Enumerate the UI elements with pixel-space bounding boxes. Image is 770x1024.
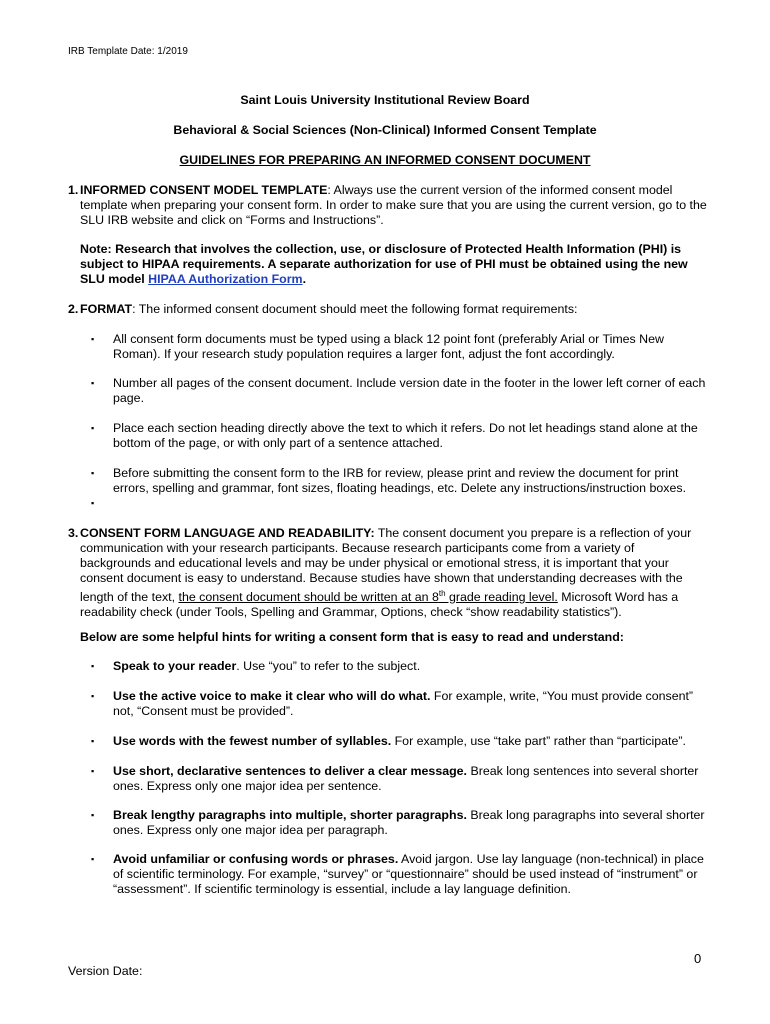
- hint-rest: Break long paragraphs into several shorter ones. Express only one major idea per paragraph.: [113, 808, 705, 837]
- section-3-heading: CONSENT FORM LANGUAGE AND READABILITY:: [80, 526, 375, 540]
- template-title: Behavioral & Social Sciences (Non-Clinical) Informed Consent Template: [173, 123, 597, 137]
- bullet-square-icon: ▪: [91, 468, 95, 478]
- section-1-number: 1.: [68, 183, 79, 197]
- format-bullet-text: All consent form documents must be typed using a black 12 point font (preferably Arial or Times New Roman). If your research study population requires a larger font, adjust the font accordingly.: [113, 332, 664, 361]
- section-1: [68, 183, 708, 228]
- page-number: 0: [694, 951, 702, 966]
- hint-bullet: [91, 764, 711, 794]
- reading-level-end: grade reading level.: [445, 590, 558, 605]
- phi-note-text: Note: Research that involves the collection, use, or disclosure of Protected Health Information (PHI) is subject to HIPAA requirements. A separate authorization for use of PHI must be obtained using the new SLU model: [80, 242, 688, 286]
- format-bullet: [91, 332, 711, 362]
- section-1-heading: INFORMED CONSENT MODEL TEMPLATE: [80, 183, 328, 197]
- section-3-text-end: Microsoft Word has a readability check (under Tools, Spelling and Grammar, Options, check “show readability statistics”).: [80, 590, 679, 620]
- hint-bold: Speak to your reader: [113, 659, 237, 673]
- hint-bullet: [91, 852, 711, 897]
- phi-note-end: .: [302, 272, 307, 286]
- hint-bold: Use words with the fewest number of syllables.: [113, 734, 392, 748]
- reading-level-text: [179, 590, 558, 604]
- format-bullet-text: Before submitting the consent form to the IRB for review, please print and review the document for print errors, spelling and grammar, font sizes, floating headings, etc. Delete any instructions/instruction boxes.: [113, 466, 687, 495]
- section-2: [68, 302, 708, 317]
- format-bullet: [91, 466, 711, 496]
- phi-note: [80, 242, 710, 287]
- hint-rest: Break long sentences into several shorter ones. Express only one major idea per sentence.: [113, 764, 699, 793]
- hint-rest: . Use “you” to refer to the subject.: [236, 659, 421, 673]
- format-bullet-text: Number all pages of the consent document. Include version date in the footer in the lower left corner of each page.: [113, 376, 706, 405]
- bullet-square-icon: ▪: [91, 498, 95, 508]
- reading-level-part: the consent document should be written at an 8: [178, 590, 439, 605]
- hint-rest: For example, write, “You must provide consent” not, “Consent must be provided”.: [113, 689, 694, 718]
- hint-bullet: [91, 808, 711, 838]
- section-1-text: : Always use the current version of the informed consent model template when preparing your consent form. In order to make sure that you are using the current version, go to the SLU IRB website and click on “Forms and Instructions”.: [80, 183, 707, 227]
- bullet-square-icon: ▪: [91, 854, 95, 864]
- bullet-square-icon: ▪: [91, 691, 95, 701]
- hint-rest: For example, use “take part” rather than “participate”.: [391, 734, 686, 748]
- hint-bold: Use short, declarative sentences to deliver a clear message.: [113, 764, 468, 778]
- version-date-label: Version Date:: [68, 964, 143, 978]
- section-2-text: : The informed consent document should meet the following format requirements:: [132, 302, 578, 316]
- reading-level-sup: th: [438, 589, 446, 598]
- bullet-square-icon: ▪: [91, 661, 95, 671]
- hint-bold: Use the active voice to make it clear who will do what.: [113, 689, 431, 703]
- bullet-square-icon: ▪: [91, 766, 95, 776]
- hints-heading: Below are some helpful hints for writing a consent form that is easy to read and understand:: [80, 630, 624, 644]
- hint-bullet: [91, 659, 711, 674]
- hint-bullet: [91, 689, 711, 719]
- bullet-square-icon: ▪: [91, 736, 95, 746]
- section-3-text: The consent document you prepare is a reflection of your communication with your research participants. Because research participants come from a variety of backgrounds and educational levels and may be under physical or emotional stress, it is important that your consent document is easy to understand. Because studies have shown that understanding decreases with the length of the text,: [80, 526, 692, 605]
- institution-title: Saint Louis University Institutional Review Board: [240, 93, 530, 107]
- bullet-square-icon: ▪: [91, 334, 95, 344]
- format-bullet: [91, 421, 711, 451]
- hint-bullet: [91, 734, 711, 749]
- template-date-header: IRB Template Date: 1/2019: [68, 46, 188, 57]
- bullet-square-icon: ▪: [91, 378, 95, 388]
- section-3-number: 3.: [68, 526, 79, 540]
- format-bullet-text: Place each section heading directly above the text to which it refers. Do not let headings stand alone at the bottom of the page, or with only part of a sentence attached.: [113, 421, 698, 450]
- hint-bold: Avoid unfamiliar or confusing words or phrases.: [113, 852, 399, 866]
- bullet-square-icon: ▪: [91, 810, 95, 820]
- section-3: [68, 526, 708, 620]
- hint-rest: Avoid jargon. Use lay language (non-technical) in place of scientific terminology. For example, “survey” or “questionnaire” should be used instead of “instrument” or “assessment”. If scientific terminology is essential, include a lay language definition.: [113, 852, 704, 896]
- section-2-heading: FORMAT: [80, 302, 133, 316]
- hipaa-authorization-link[interactable]: HIPAA Authorization Form: [148, 272, 303, 286]
- section-2-number: 2.: [68, 302, 79, 316]
- guidelines-title: GUIDELINES FOR PREPARING AN INFORMED CONSENT DOCUMENT: [179, 153, 591, 167]
- hint-bold: Break lengthy paragraphs into multiple, shorter paragraphs.: [113, 808, 467, 822]
- format-bullet: [91, 376, 711, 406]
- bullet-square-icon: ▪: [91, 423, 95, 433]
